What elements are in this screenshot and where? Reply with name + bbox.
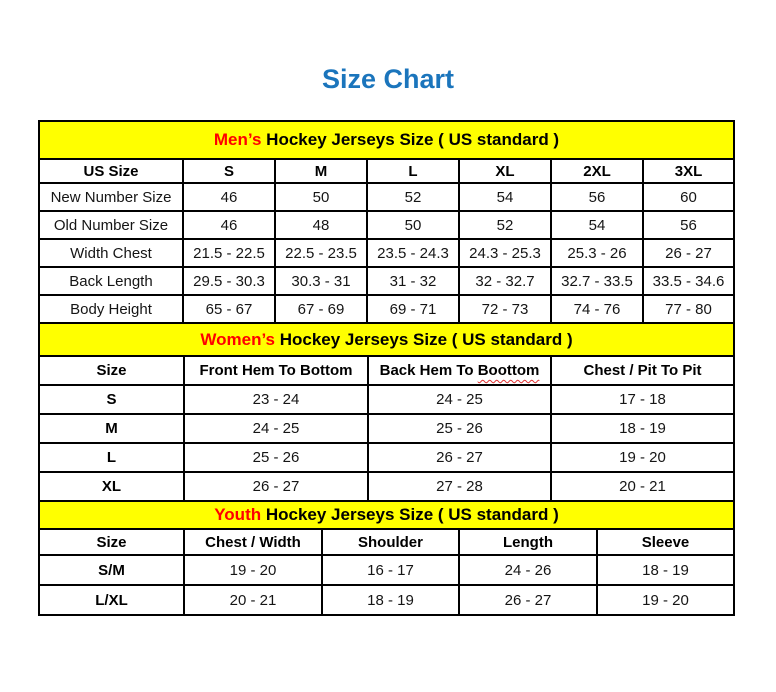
value-cell: 25 - 26 [184,443,368,472]
value-cell: 54 [459,183,551,211]
value-cell: 16 - 17 [322,555,459,585]
value-cell: 65 - 67 [183,295,275,323]
youth-section-title [39,501,734,529]
table-row [39,585,734,615]
column-header: US Size [39,159,183,183]
value-cell: 32.7 - 33.5 [551,267,643,295]
value-cell: 18 - 19 [597,555,734,585]
row-label: Old Number Size [39,211,183,239]
value-cell: 27 - 28 [368,472,551,501]
column-header: XL [459,159,551,183]
value-cell: 56 [643,211,734,239]
value-cell: 22.5 - 23.5 [275,239,367,267]
value-cell: 26 - 27 [459,585,597,615]
row-label: Back Length [39,267,183,295]
youth-column-header-row [39,529,734,555]
value-cell: 26 - 27 [184,472,368,501]
value-cell: 18 - 19 [322,585,459,615]
misspelled-word: Boottom [477,362,540,379]
value-cell: 26 - 27 [643,239,734,267]
column-header: 3XL [643,159,734,183]
value-cell: 21.5 - 22.5 [183,239,275,267]
table-row [39,555,734,585]
value-cell: 50 [367,211,459,239]
table-row [39,472,734,501]
column-header: Chest / Pit To Pit [551,356,734,385]
mens-section-header [39,121,734,159]
value-cell: 69 - 71 [367,295,459,323]
value-cell: 20 - 21 [551,472,734,501]
row-label: L [39,443,184,472]
row-label: M [39,414,184,443]
value-cell: 23 - 24 [184,385,368,414]
row-label: Body Height [39,295,183,323]
value-cell: 60 [643,183,734,211]
table-row [39,385,734,414]
value-cell: 32 - 32.7 [459,267,551,295]
column-header: Size [39,529,184,555]
value-cell: 50 [275,183,367,211]
value-cell: 46 [183,211,275,239]
table-row [39,239,734,267]
youth-title-rest: Hockey Jerseys Size ( US standard ) [265,505,559,524]
column-header: M [275,159,367,183]
column-header: 2XL [551,159,643,183]
youth-section-header [39,501,734,529]
size-chart [38,120,733,616]
value-cell: 77 - 80 [643,295,734,323]
value-cell: 56 [551,183,643,211]
value-cell: 19 - 20 [184,555,322,585]
column-header: Size [39,356,184,385]
value-cell: 23.5 - 24.3 [367,239,459,267]
value-cell: 52 [459,211,551,239]
value-cell: 48 [275,211,367,239]
womens-table [38,322,735,502]
value-cell: 17 - 18 [551,385,734,414]
value-cell: 25 - 26 [368,414,551,443]
row-label: L/XL [39,585,184,615]
value-cell: 25.3 - 26 [551,239,643,267]
mens-title-rest: Hockey Jerseys Size ( US standard ) [266,130,560,149]
value-cell: 29.5 - 30.3 [183,267,275,295]
value-cell: 19 - 20 [597,585,734,615]
column-header: Shoulder [322,529,459,555]
table-row [39,295,734,323]
value-cell: 33.5 - 34.6 [643,267,734,295]
column-header: S [183,159,275,183]
row-label: Width Chest [39,239,183,267]
value-cell: 52 [367,183,459,211]
value-cell: 24.3 - 25.3 [459,239,551,267]
value-cell: 74 - 76 [551,295,643,323]
table-row [39,183,734,211]
youth-table [38,500,735,616]
column-header-text: Back Hem To [379,362,474,379]
value-cell: 30.3 - 31 [275,267,367,295]
womens-lead-word: Women’s [200,329,275,349]
column-header: Sleeve [597,529,734,555]
value-cell: 24 - 25 [368,385,551,414]
column-header [368,356,551,385]
mens-column-header-row [39,159,734,183]
value-cell: 46 [183,183,275,211]
value-cell: 19 - 20 [551,443,734,472]
column-header: Front Hem To Bottom [184,356,368,385]
womens-section-header [39,323,734,356]
row-label: S/M [39,555,184,585]
row-label: XL [39,472,184,501]
womens-title-rest: Hockey Jerseys Size ( US standard ) [279,329,573,349]
mens-section-title [39,121,734,159]
value-cell: 20 - 21 [184,585,322,615]
value-cell: 24 - 26 [459,555,597,585]
column-header: Chest / Width [184,529,322,555]
value-cell: 18 - 19 [551,414,734,443]
page-title: Size Chart [321,64,455,94]
row-label: New Number Size [39,183,183,211]
column-header: L [367,159,459,183]
table-row [39,414,734,443]
table-row [39,443,734,472]
row-label: S [39,385,184,414]
table-row [39,211,734,239]
youth-lead-word: Youth [214,505,262,524]
column-header: Length [459,529,597,555]
value-cell: 26 - 27 [368,443,551,472]
womens-section-title [39,323,734,356]
womens-column-header-row [39,356,734,385]
value-cell: 31 - 32 [367,267,459,295]
mens-table [38,120,735,324]
table-row [39,267,734,295]
mens-lead-word: Men’s [213,130,262,149]
value-cell: 24 - 25 [184,414,368,443]
value-cell: 67 - 69 [275,295,367,323]
value-cell: 72 - 73 [459,295,551,323]
value-cell: 54 [551,211,643,239]
